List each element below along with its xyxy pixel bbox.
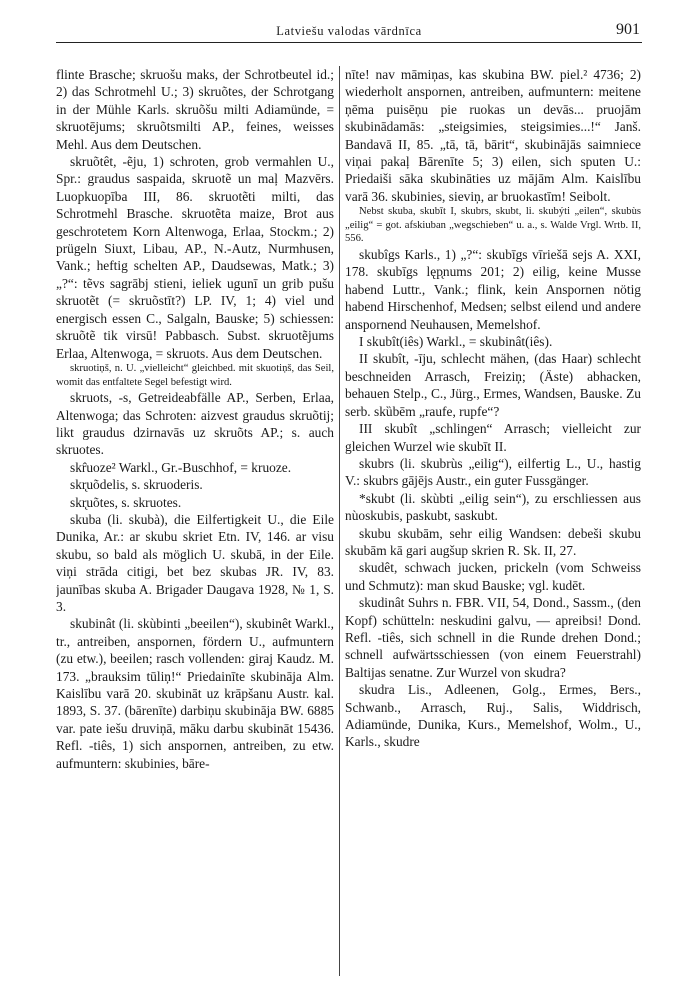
dictionary-entry: Nebst skuba, skubīt I, skubrs, skubt, li. skubýti „eilen“, skubùs „eilig“ = got. afskiuban „wegschieben“ u. a., s. Walde Vrgl. Wrtb. II, 556. bbox=[345, 206, 641, 245]
dictionary-entry: skudra Lis., Adleenen, Golg., Ermes, Bers., Schwanb., Arrasch, Ruj., Salis, Widdrisch, Adiamünde, Dunika, Kurs., Memelshof, Wolm., U., Karls., skudre bbox=[345, 682, 641, 750]
dictionary-entry: II skubît, -īju, schlecht mähen, (das Haar) schlecht beschneiden Arrasch, Freiziņ; (Äste) abhacken, behauen Stelp., C., Jürg., Ermes, Wandsen, Bauske. Zu serb. skȕbēm „raufe, rupfe“? bbox=[345, 351, 641, 419]
dictionary-entry: skr̨uõdelis, s. skruoderis. bbox=[70, 477, 203, 493]
dictionary-entry: skruotiņš, n. U. „vielleicht“ gleichbed. mit skuotiņš, das Seil, womit das entfaltete Segel befestigt wird. bbox=[56, 362, 334, 388]
dictionary-entry: skubîgs Karls., 1) „?“: skubīgs vīriešā sejs A. XXI, 178. skubīgs lęp̨nums 201; 2) eilig, keine Musse habend Luttr., Vank.; flink, kein Anspornen nötig habend Hirschenhof, Medsen; selbst eilend und andere anspornend Neuhausen, Memelshof. bbox=[345, 247, 641, 332]
dictionary-entry: III skubît „schlingen“ Arrasch; vielleicht zur gleichen Wurzel wie skubīt II. bbox=[345, 421, 641, 454]
dictionary-entry: skudêt, schwach jucken, prickeln (vom Schweiss und Schmutz): man skud Bauske; vgl. kudēt. bbox=[345, 560, 641, 593]
dictionary-entry: skruots, -s, Getreideabfälle AP., Serben, Erlaa, Altenwoga; das Schroten: aizvest graudus skruõtij; likt graudus dzirnavās uz skruõts AP.; s. auch skruotes. bbox=[56, 390, 334, 458]
left-column bbox=[56, 66, 334, 990]
running-title: Latviešu valodas vārdnīca bbox=[276, 24, 422, 38]
dictionary-entry: skr̂uoze² Warkl., Gr.-Buschhof, = kruoze. bbox=[70, 459, 292, 475]
right-column bbox=[345, 66, 641, 990]
page-header bbox=[56, 18, 642, 43]
dictionary-entry: skubu skubām, sehr eilig Wandsen: debeši skubu skubām kā gari augšup skrien R. Sk. II, 27. bbox=[345, 525, 641, 558]
dictionary-entry: I skubît(iês) Warkl., = skubinât(iês). bbox=[359, 334, 553, 350]
dictionary-entry: skubrs (li. skubrùs „eilig“), eilfertig L., U., hastig V.: skubrs gājējs Austr., ein guter Fussgänger. bbox=[345, 455, 641, 489]
dictionary-entry: skruõtêt, -ẽju, 1) schroten, grob vermahlen U., Spr.: graudus saspaida, skruotẽ un maļ Mazvērs. Luopkuopība III, 86. skruotẽti milti, das Schrotmehl Brasche. skruotẽta maize, Brot aus geschrotetem Korn Altenwoga, Erlaa, Stockm.; 2) prügeln Siuxt, Libau, AP., N.-Autz, Nurmhusen, Vank.; heftig schelten AP., Daudsewas, Matk.; 3) „?“: tẽvs sagrābj stieni, ieliek ugunī un grib pušu skruotẽt (= skruõstīt?) LP. IV, 1; 4) viel und energisch essen C., Salgaln, Bauske; 5) schiessen: skruõtẽ tik virsū! Pabbasch. Subst. skruotẽjums Erlaa, Altenwoga, = skruots. Aus dem Deutschen. bbox=[56, 154, 334, 361]
dictionary-entry: nīte! nav māmiņas, kas skubina BW. piel.² 4736; 2) wiederholt anspornen, antreiben, aufmuntern: meitene ņēma puisēņu pie ruokas un devās... pruojām skubinādamās: „steigsimies, steigsimies...!“ Janš. Bandavā II, 85. „tā, tā, bārit“, skubinājās saimniece viņai pakaļ Bārenīte 5; 3) eilen, sich sputen U.: Priedaiši sāka skubināties uz mājām Alm. Kaislību varā 36. skubinies, sieviņ, ar bruokastīm! Seibolt. bbox=[345, 67, 641, 204]
page-number: 901 bbox=[616, 21, 640, 38]
dictionary-entry: skuba (li. skubà), die Eilfertigkeit U., die Eile Dunika, Ar.: ar skubu skriet Etn. IV, 146. ar visu skubu, so bald als möglich U. skubā, in der Eile. viņi strāda citigi, bet bez skubas JR. IV, 83. jaunības skuba A. Brigader Daugava 1928, № 1, S. 3. bbox=[56, 511, 334, 614]
dictionary-entry: skudinât Suhrs n. FBR. VII, 54, Dond., Sassm., (den Kopf) schütteln: neskudini galvu, — apreibsi! Dond. Refl. -tiês, sich schnell in die Runde drehen Dond.; schnell aufwärtsschiessen (von einem Feuerstrahl) Baltijas senatne. Zur Wurzel von skudra? bbox=[345, 595, 641, 680]
dictionary-entry: flinte Brasche; skruošu maks, der Schrotbeutel id.; 2) das Schrotmehl U.; 3) skruõtes, der Schrotgang in der Mühle Karls. skruõšu milti Adiamünde, = skruotējums; skruõtsmilti AP., feines, weisses Mehl. Aus dem Deutschen. bbox=[56, 67, 334, 152]
dictionary-entry: *skubt (li. skùbti „eilig sein“), zu erschliessen aus nùoskubis, paskubt, saskubt. bbox=[345, 490, 641, 524]
column-divider bbox=[339, 66, 340, 976]
dictionary-entry: skr̨uõtes, s. skruotes. bbox=[70, 494, 182, 510]
dictionary-entry: skubinât (li. skùbinti „beeilen“), skubinêt Warkl., tr., antreiben, anspornen, fördern U., aufmuntern (zu etw.), beeilen; rasch vollenden: giraj Kaudz. M. 173. „brauksim tūliņ!“ Priedainīte skubināja Alm. Kaislību varā 20. skubināt uz krāpšanu Austr. kal. 1893, S. 37. (bārenīte) darbiņu skubināja BW. 6885 var. pate iešu druviņā, māku darbu skubināt 15436. Refl. -tiês, 1) sich anspornen, antreiben, zu etw. aufmuntern: skubinies, bāre- bbox=[56, 616, 334, 771]
